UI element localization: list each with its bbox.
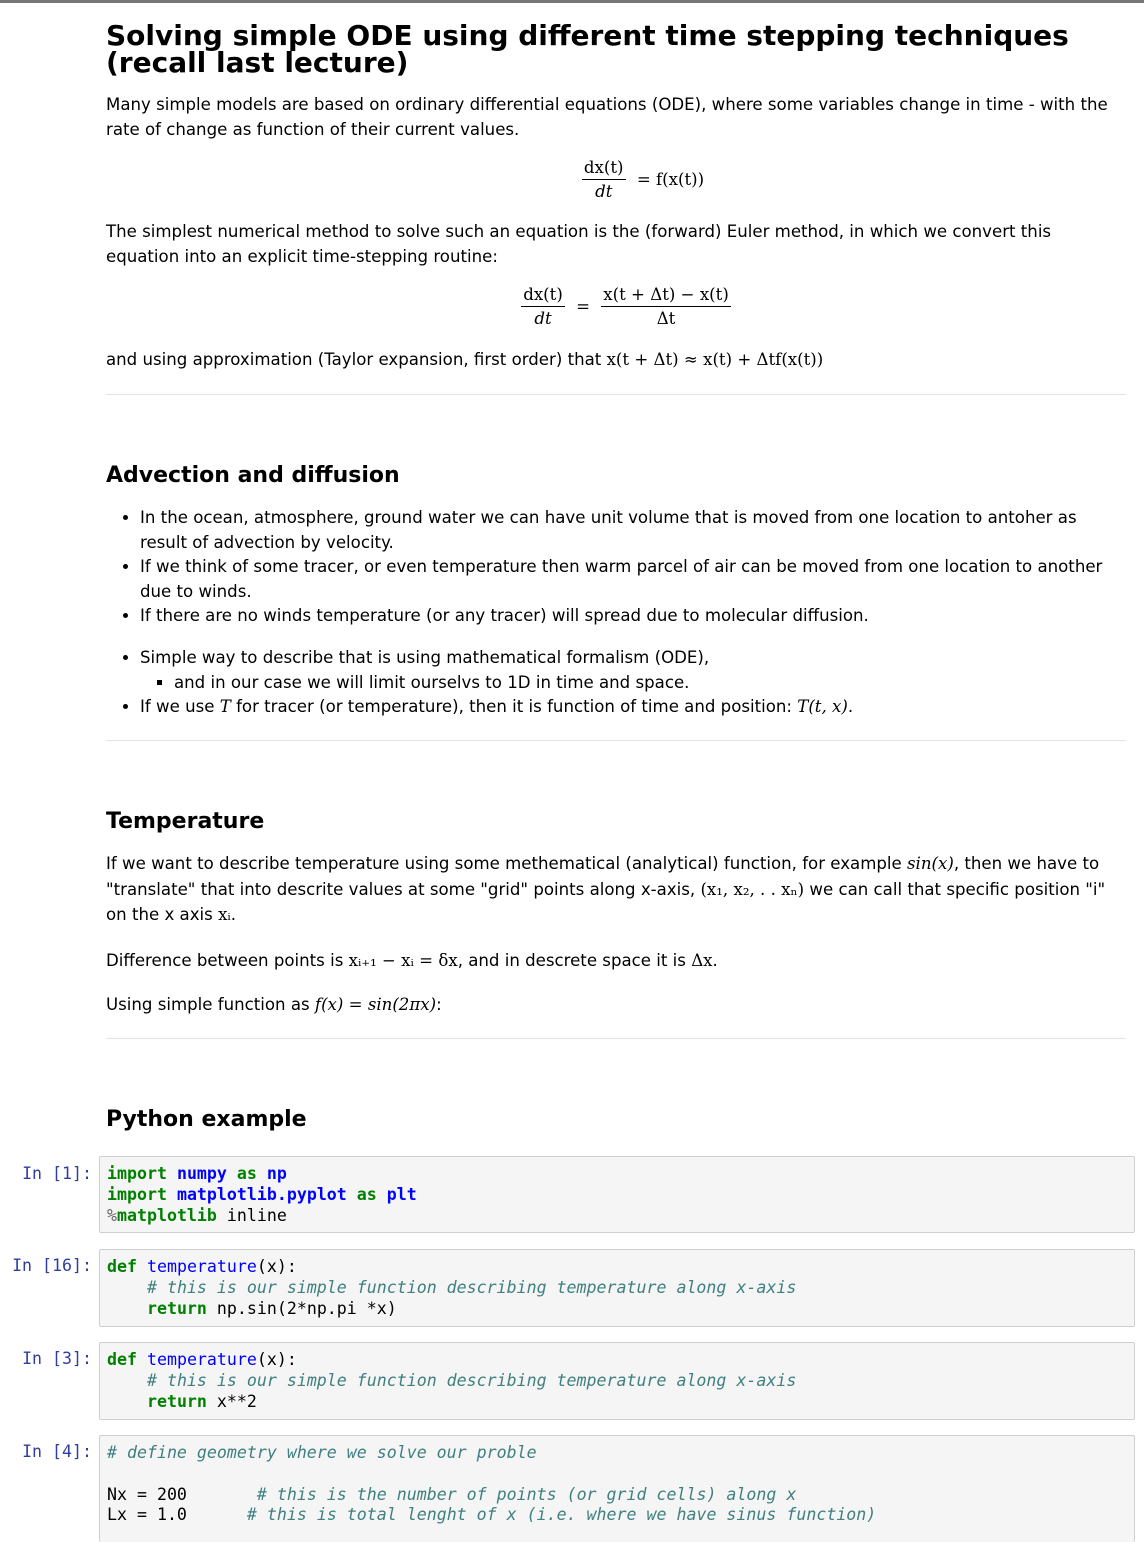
code-editor[interactable] [100, 1436, 1134, 1533]
code-token: # this is our simple function describing temperature along x-axis [146, 1277, 797, 1297]
code-token: matplotlib.pyplot [176, 1184, 347, 1204]
sub-list-item: ▪ and in our case we will limit ourselvs to 1D in time and space. [174, 671, 1126, 696]
equals-sign: = [576, 297, 590, 316]
code-token: temperature [146, 1257, 257, 1276]
list-item: • If we think of some tracer, or even temperature then warm parcel of air can be moved from one location to another due to winds. [140, 555, 1126, 604]
intro-paragraph-2: The simplest numerical method to solve such an equation is the (forward) Euler method, in which we convert this equation into an explicit time-stepping routine: [106, 222, 1052, 266]
list-item: • If there are no winds temperature (or any tracer) will spread due to molecular diffusion. [140, 604, 1126, 629]
fraction-dxdt [582, 158, 626, 201]
taylor-formula: x(t + Δt) ≈ x(t) + Δtf(x(t)) [606, 350, 824, 369]
code-token: Nx = 200 [107, 1484, 187, 1504]
code-token: plt [386, 1184, 417, 1204]
taylor-text: and using approximation (Taylor expansion, first order) that [106, 350, 607, 369]
code-editor[interactable] [100, 1343, 1134, 1419]
fraction-denominator: Δt [656, 309, 676, 328]
list-item: • In the ocean, atmosphere, ground water we can have unit volume that is moved from one location to antoher as result of advection by velocity. [140, 506, 1126, 555]
code-token: # define geometry where we solve our proble [107, 1443, 537, 1462]
equation-rhs: = f(x(t)) [636, 170, 705, 189]
fraction-denominator: dt [534, 309, 552, 328]
temp-p2-end: . [712, 951, 718, 970]
code-token: as [356, 1184, 377, 1204]
code-cell[interactable] [99, 1249, 1135, 1327]
code-token: as [236, 1164, 257, 1183]
cell-prompt: In [1]: [22, 1164, 92, 1183]
cell-prompt: In [3]: [22, 1349, 92, 1368]
advection-list-2 [106, 646, 1126, 720]
intro-paragraph-1: Many simple models are based on ordinary differential equations (ODE), where some variables change in time - with the rate of change as function of their current values. [106, 95, 1108, 139]
code-cell[interactable] [99, 1156, 1135, 1233]
code-token: return [146, 1391, 207, 1411]
code-token: # this is the number of points (or grid cells) along x [256, 1484, 797, 1504]
code-editor[interactable] [100, 1250, 1134, 1326]
temp-p1-a: If we want to describe temperature using some methematical (analytical) function, for example [106, 854, 907, 873]
temp-p2-b: , and in descrete space it is [457, 951, 692, 970]
list-item [140, 695, 1126, 720]
code-token: temperature [146, 1350, 257, 1369]
top-border [0, 0, 1144, 3]
math-function: f(x) = sin(2πx) [314, 995, 437, 1014]
fraction-difference [601, 285, 731, 328]
code-token: return [146, 1298, 207, 1318]
cell-prompt: In [16]: [12, 1256, 92, 1275]
code-token: Lx = 1.0 [107, 1505, 187, 1525]
code-cell[interactable] [99, 1342, 1135, 1420]
math-T-t-x: T(t, x) [797, 697, 848, 716]
code-token: (x): [256, 1350, 297, 1369]
code-token: matplotlib [117, 1205, 217, 1225]
temp-p1-b: , then we have to "translate" that into descrite values at some "grid" points along x-axis, [106, 854, 1100, 899]
fraction-numerator: dx(t) [582, 158, 626, 180]
fraction-numerator: x(t + Δt) − x(t) [601, 285, 731, 307]
code-token: % [107, 1205, 117, 1225]
temperature-paragraph-1 [106, 851, 1126, 928]
code-token: inline [216, 1205, 287, 1225]
code-cell[interactable] [99, 1435, 1135, 1542]
code-token: np.sin(2*np.pi *x) [206, 1298, 397, 1318]
section-heading-temperature: Temperature [106, 809, 265, 834]
temp-p2-a: Difference between points is [106, 951, 349, 970]
code-token: def [107, 1350, 137, 1369]
divider [106, 740, 1126, 741]
code-editor[interactable] [100, 1157, 1134, 1233]
code-token: x**2 [206, 1391, 257, 1411]
math-difference: xᵢ₊₁ − xᵢ = δx [348, 951, 458, 970]
cell-prompt: In [4]: [22, 1442, 92, 1461]
code-token: np [266, 1164, 287, 1183]
page-title: Solving simple ODE using different time stepping techniques (recall last lecture) [106, 19, 1069, 79]
temp-p1-c: we can call that specific position "i" on the x axis [106, 879, 1106, 924]
advection-list [106, 506, 1126, 629]
code-token: import [107, 1184, 167, 1204]
bullet5-part-a: If we use [140, 697, 220, 716]
bullet5-part-b: for tracer (or temperature), then it is function of time and position: [230, 697, 798, 716]
math-delta-x: Δx [691, 951, 713, 970]
temp-p3-end: : [436, 995, 442, 1014]
math-sin-x: sin(x) [907, 854, 954, 873]
section-heading-advection: Advection and diffusion [106, 463, 400, 488]
fraction-dxdt-left [521, 285, 565, 328]
math-tuple: (x₁, x₂, . . xₙ) [700, 879, 805, 899]
divider [106, 394, 1126, 395]
list-item [140, 646, 1126, 695]
code-token: import [107, 1164, 167, 1183]
fraction-denominator: dt [595, 182, 613, 201]
temp-p3-a: Using simple function as [106, 995, 315, 1014]
section-heading-python: Python example [106, 1107, 307, 1132]
fraction-numerator: dx(t) [521, 285, 565, 307]
equation-ode [106, 158, 1126, 201]
math-xi: xᵢ [218, 905, 231, 924]
temp-p1-end: . [230, 905, 237, 924]
equation-euler [106, 285, 1126, 328]
code-token: (x): [256, 1257, 297, 1276]
temperature-paragraph-3 [106, 992, 1126, 1017]
code-token: # this is our simple function describing temperature along x-axis [146, 1370, 797, 1390]
code-token: numpy [176, 1164, 227, 1183]
code-token: def [107, 1257, 137, 1276]
list-item-text: Simple way to describe that is using mathematical formalism (ODE), [140, 648, 710, 667]
intro-paragraph-3 [106, 347, 1126, 372]
temperature-paragraph-2 [106, 948, 1126, 973]
code-token: # this is total lenght of x (i.e. where we have sinus function) [246, 1505, 877, 1525]
divider [106, 1038, 1126, 1039]
math-T: T [219, 697, 231, 716]
bullet5-end: . [847, 697, 854, 716]
